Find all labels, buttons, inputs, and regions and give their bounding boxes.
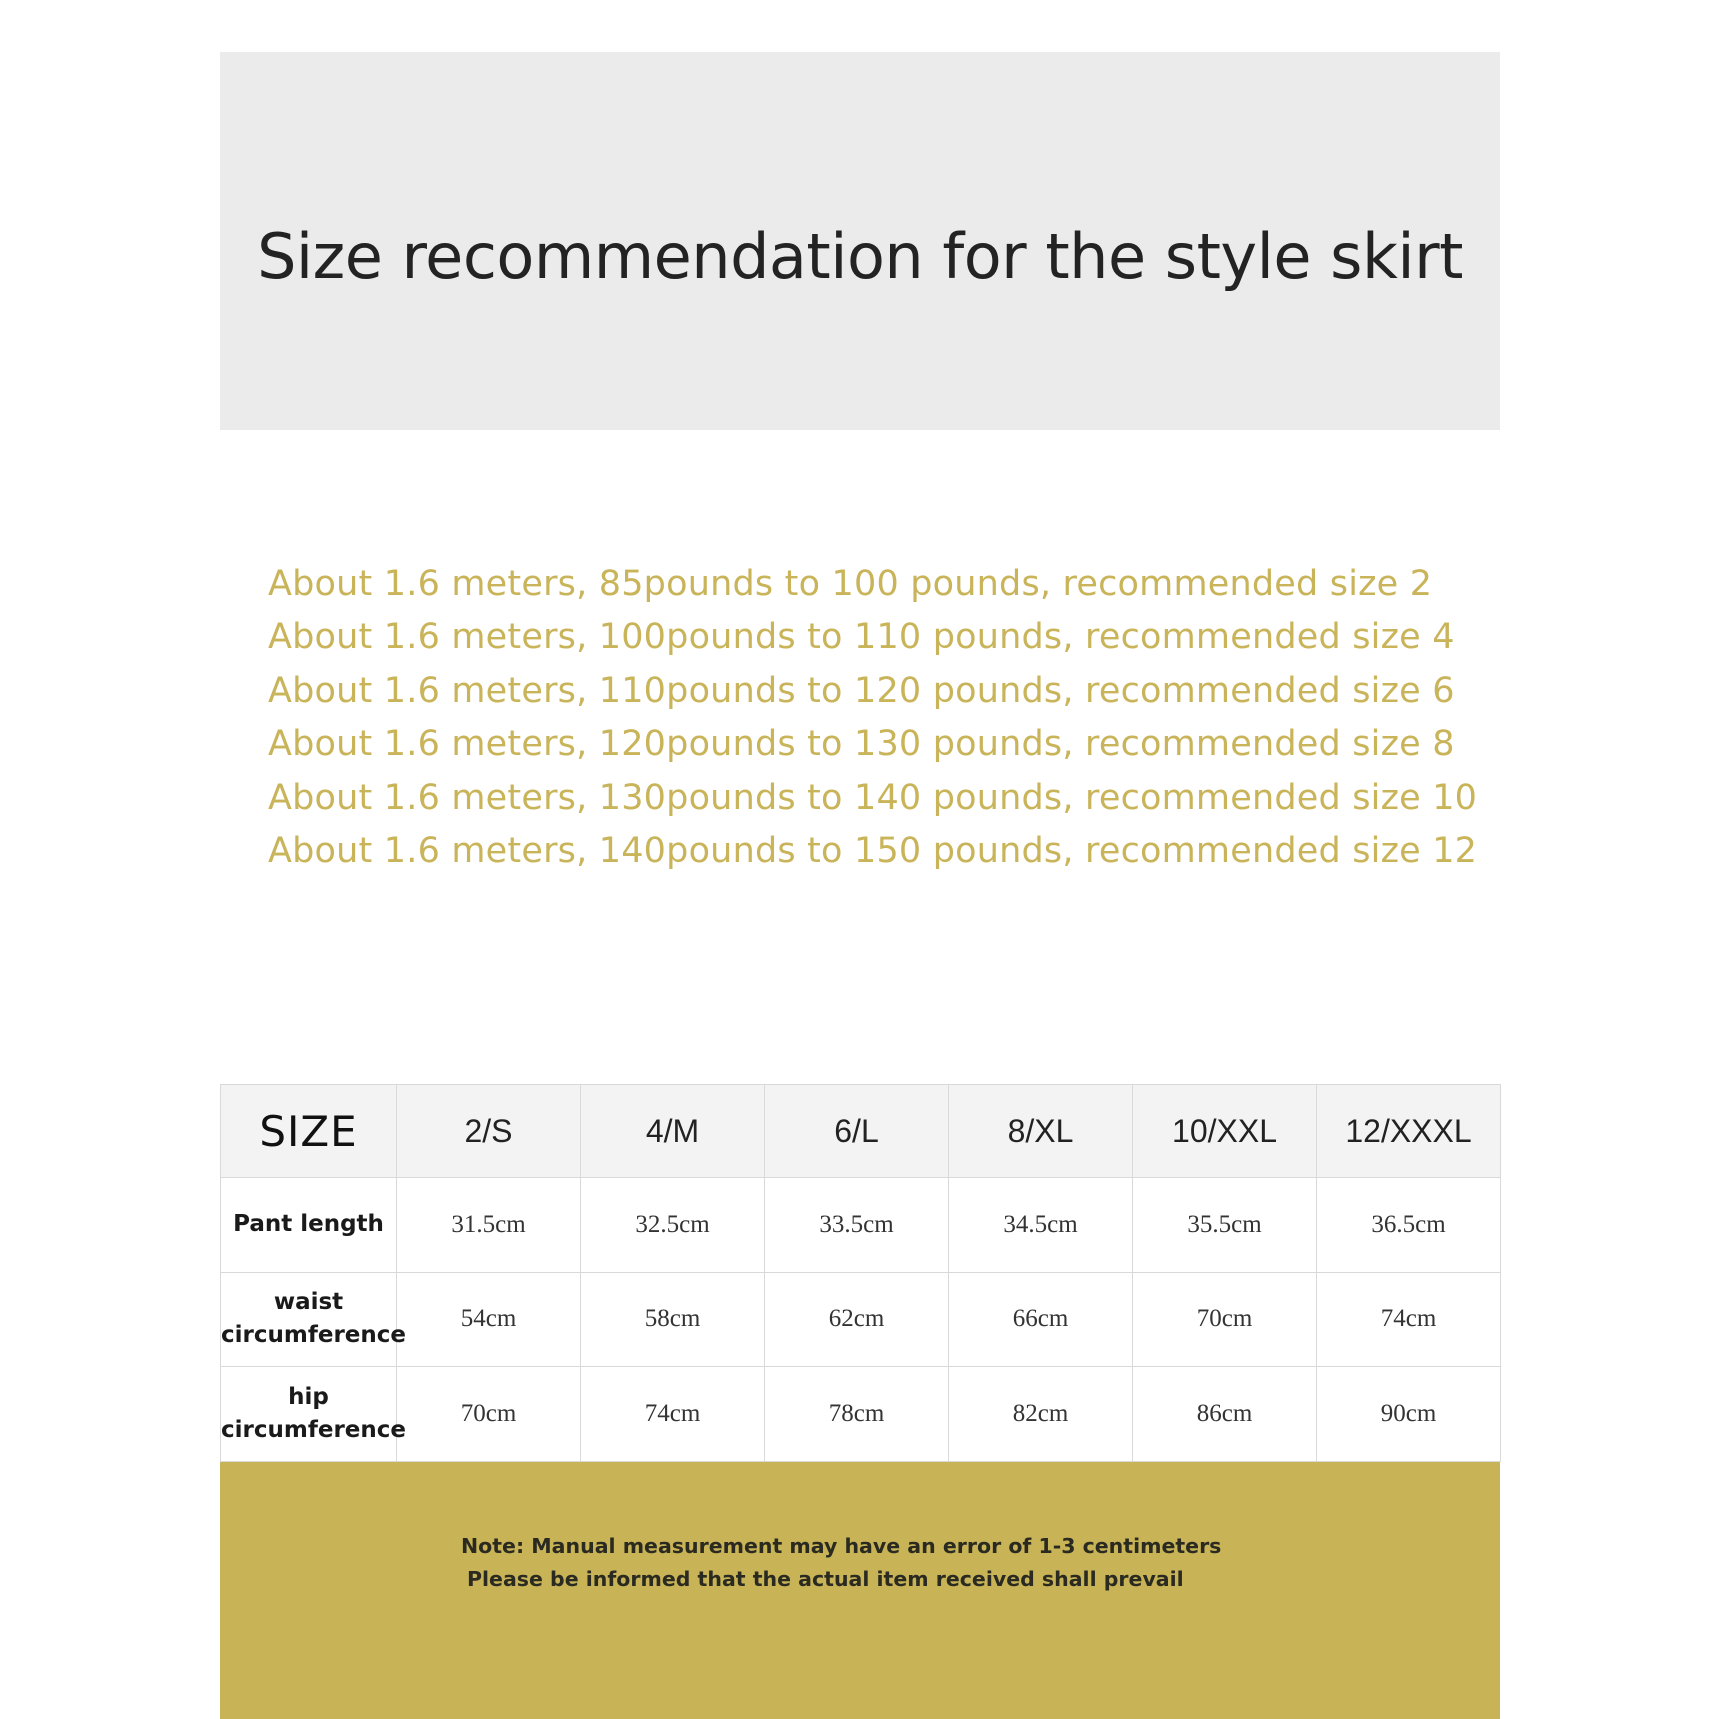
row-label-line: circumference: [221, 1322, 406, 1349]
size-recommendation-list: [268, 558, 1477, 878]
table-cell: 78cm: [765, 1367, 949, 1462]
size-header-8-xl: 8/XL: [949, 1085, 1133, 1178]
table-cell: 86cm: [1133, 1367, 1317, 1462]
table-cell: 66cm: [949, 1272, 1133, 1367]
header-banner: [220, 52, 1500, 430]
table-cell: 32.5cm: [581, 1178, 765, 1273]
row-label-line: hip: [288, 1384, 329, 1411]
recommendation-item: About 1.6 meters, 140pounds to 150 pounds, recommended size 12: [268, 831, 1478, 872]
table-cell: 34.5cm: [949, 1178, 1133, 1273]
table-cell: 90cm: [1317, 1367, 1501, 1462]
recommendation-item: About 1.6 meters, 120pounds to 130 pounds, recommended size 8: [268, 724, 1455, 765]
table-cell: 31.5cm: [397, 1178, 581, 1273]
row-label-line: waist: [273, 1289, 344, 1316]
size-chart-table: [220, 1084, 1501, 1462]
table-cell: 35.5cm: [1133, 1178, 1317, 1273]
table-cell: 36.5cm: [1317, 1178, 1501, 1273]
note-banner: [220, 1462, 1500, 1719]
size-header-2-s: 2/S: [397, 1085, 581, 1178]
size-header-6-l: 6/L: [765, 1085, 949, 1178]
table-cell: 70cm: [397, 1367, 581, 1462]
table-row: [221, 1178, 1501, 1273]
measurement-note: [461, 1530, 1221, 1596]
row-label-hip-circumference: [221, 1367, 406, 1462]
recommendation-item: About 1.6 meters, 100pounds to 110 pounds, recommended size 4: [268, 617, 1455, 658]
size-header-12-xxxl: 12/XXXL: [1317, 1085, 1501, 1178]
table-cell: 54cm: [397, 1272, 581, 1367]
table-cell: 62cm: [765, 1272, 949, 1367]
table-cell: 82cm: [949, 1367, 1133, 1462]
table-cell: 70cm: [1133, 1272, 1317, 1367]
size-header-4-m: 4/M: [581, 1085, 765, 1178]
recommendation-item: About 1.6 meters, 110pounds to 120 pounds, recommended size 6: [268, 670, 1455, 711]
row-label-waist-circumference: [221, 1272, 406, 1367]
table-header-row: [221, 1085, 1501, 1178]
recommendation-item: About 1.6 meters, 130pounds to 140 pounds, recommended size 10: [268, 777, 1478, 818]
note-line: Please be informed that the actual item received shall prevail: [467, 1567, 1184, 1591]
row-label-pant-length: [221, 1178, 397, 1273]
table-row: [221, 1272, 1501, 1367]
table-cell: 74cm: [581, 1367, 765, 1462]
table-cell: 58cm: [581, 1272, 765, 1367]
row-label-line: circumference: [221, 1417, 406, 1444]
note-line: Note: Manual measurement may have an error of 1-3 centimeters: [461, 1534, 1222, 1558]
size-header-10-xxl: 10/XXL: [1133, 1085, 1317, 1178]
page-title: Size recommendation for the style skirt: [257, 220, 1463, 293]
table-cell: 74cm: [1317, 1272, 1501, 1367]
table-cell: 33.5cm: [765, 1178, 949, 1273]
size-column-header: SIZE: [221, 1085, 397, 1178]
table-row: [221, 1367, 1501, 1462]
row-label-line: Pant length: [233, 1211, 384, 1238]
recommendation-item: About 1.6 meters, 85pounds to 100 pounds, recommended size 2: [268, 564, 1433, 604]
